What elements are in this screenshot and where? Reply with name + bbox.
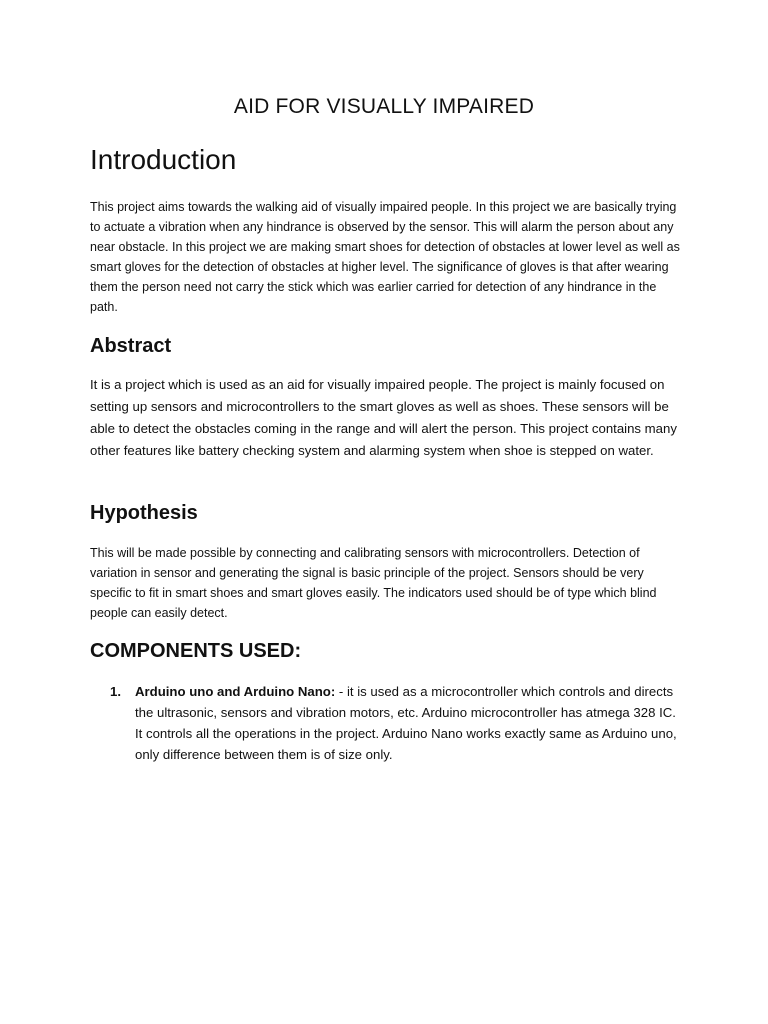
abstract-paragraph: It is a project which is used as an aid for visually impaired people. The project is mainly focused on setting up sensors and microcontrollers to the smart gloves as well as shoes. These sensors will be able to detect the obstacles coming in the range and will alert the person. This project contains many other features like battery checking system and alarming system when shoe is stepped on water.: [90, 377, 677, 458]
list-item-number: 1.: [110, 684, 121, 699]
abstract-heading: Abstract: [90, 335, 172, 357]
list-item-description: - it is used as a microcontroller which controls and directs the ultrasonic, sensors and vibration motors, etc. Arduino microcontroller has atmega 328 IC. It controls all the operations in the project. Arduino Nano works exactly same as Arduino uno, only difference between them is of size only.: [135, 684, 677, 762]
components-list: [110, 681, 685, 765]
list-item: [135, 681, 685, 765]
list-item-title: Arduino uno and Arduino Nano:: [135, 684, 336, 699]
hypothesis-heading: Hypothesis: [90, 502, 198, 524]
introduction-heading: Introduction: [90, 144, 237, 175]
introduction-paragraph: This project aims towards the walking aid of visually impaired people. In this project we are basically trying to actuate a vibration when any hindrance is observed by the sensor. This will alarm the person about any near obstacle. In this project we are making smart shoes for detection of obstacles at lower level as well as smart gloves for the detection of obstacles at higher level. The significance of gloves is that after wearing them the person need not carry the stick which was earlier carried for detection of any hindrance in the path.: [90, 200, 680, 314]
hypothesis-paragraph: This will be made possible by connecting and calibrating sensors with microcontrollers. Detection of variation in sensor and generating the signal is basic principle of the project. Sensors should be very specific to fit in smart shoes and smart gloves easily. The indicators used should be of type which blind people can easily detect.: [90, 546, 657, 620]
document-title: AID FOR VISUALLY IMPAIRED: [233, 95, 535, 118]
components-heading: COMPONENTS USED:: [90, 640, 302, 662]
